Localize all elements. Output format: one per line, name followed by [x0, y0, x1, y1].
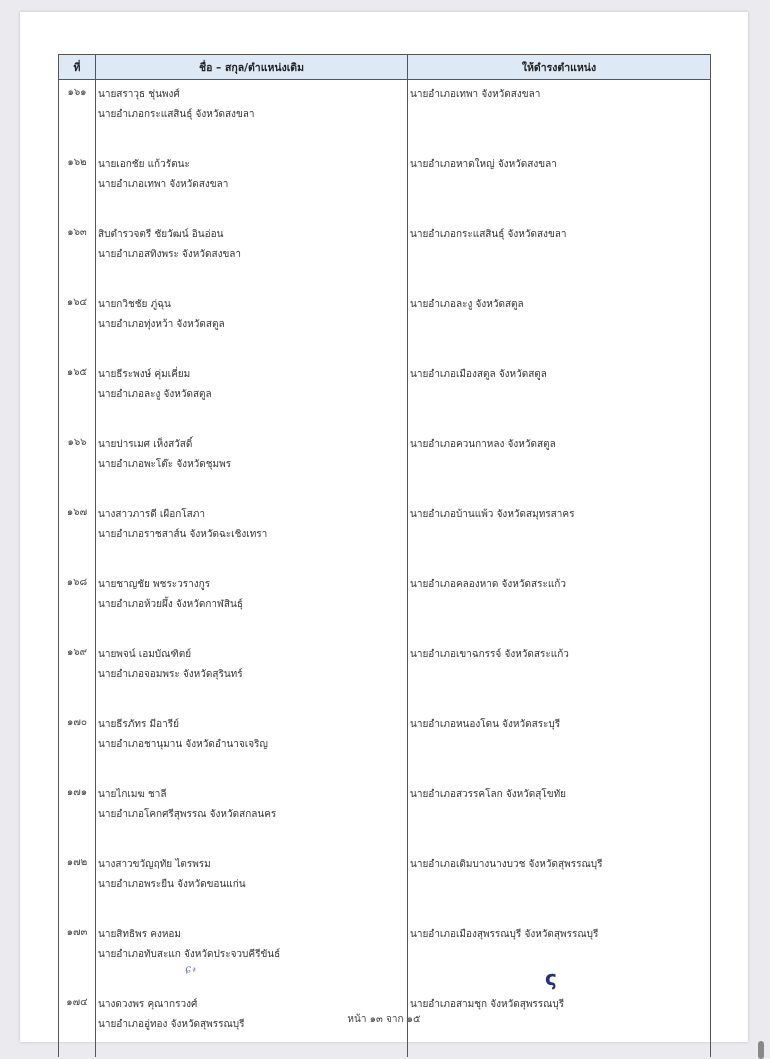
person-name: นางสาวภารดี เผือกโสภา: [98, 509, 205, 520]
person-cell: [96, 850, 408, 920]
new-position-cell: [408, 850, 711, 920]
person-cell: [96, 640, 408, 710]
table-row: [59, 360, 711, 430]
person-cell: [96, 430, 408, 500]
person-name: นายเอกชัย แก้วรัตนะ: [98, 159, 190, 170]
table-row: [59, 290, 711, 360]
table-row: [59, 850, 711, 920]
person-cell: [96, 360, 408, 430]
row-number: ๑๖๘: [59, 570, 96, 640]
new-position: นายอำเภอคลองหาด จังหวัดสระแก้ว: [410, 579, 566, 590]
person-name: นายไกเมฆ ชาลี: [98, 789, 167, 800]
new-position: นายอำเภอหาดใหญ่ จังหวัดสงขลา: [410, 159, 557, 170]
old-position: นายอำเภอห้วยผึ้ง จังหวัดกาฬสินธุ์: [98, 599, 243, 610]
new-position-cell: [408, 640, 711, 710]
row-number: ๑๖๕: [59, 360, 96, 430]
new-position-cell: [408, 150, 711, 220]
old-position: นายอำเภอจอมพระ จังหวัดสุรินทร์: [98, 669, 243, 680]
person-cell: [96, 80, 408, 151]
new-position: นายอำเภอเมืองสุพรรณบุรี จังหวัดสุพรรณบุรี: [410, 929, 599, 940]
old-position: นายอำเภอราชสาส์น จังหวัดฉะเชิงเทรา: [98, 529, 268, 540]
new-position: นายอำเภอกระแสสินธุ์ จังหวัดสงขลา: [410, 229, 567, 240]
table-row: [59, 640, 711, 710]
row-number: ๑๗๔: [59, 990, 96, 1057]
person-cell: [96, 150, 408, 220]
table-row: [59, 710, 711, 780]
new-position: นายอำเภอเมืองสตูล จังหวัดสตูล: [410, 369, 547, 380]
person-name: นางสาวขวัญฤทัย ไตรพรม: [98, 859, 211, 870]
table-header-row: [59, 55, 711, 80]
row-number: ๑๗๐: [59, 710, 96, 780]
new-position-cell: [408, 220, 711, 290]
row-number: ๑๗๑: [59, 780, 96, 850]
new-position: นายอำเภอเทพา จังหวัดสงขลา: [410, 89, 541, 100]
person-cell: [96, 220, 408, 290]
header-number: ที่: [59, 55, 96, 80]
table-row: [59, 430, 711, 500]
old-position: นายอำเภอพะโต๊ะ จังหวัดชุมพร: [98, 459, 232, 470]
new-position: นายอำเภอหนองโดน จังหวัดสระบุรี: [410, 719, 561, 730]
old-position: นายอำเภอทับสะแก จังหวัดประจวบคีรีขันธ์: [98, 949, 281, 960]
page-number: หน้า ๑๓ จาก ๑๕: [347, 1014, 421, 1025]
person-name: นายธีรภัทร มีอารีย์: [98, 719, 179, 730]
person-name: นายสราวุธ ชุ่นพงศ์: [98, 89, 180, 100]
person-cell: [96, 500, 408, 570]
row-number: ๑๖๑: [59, 80, 96, 151]
old-position: นายอำเภอทุ่งหว้า จังหวัดสตูล: [98, 319, 225, 330]
new-position: นายอำเภอสามชุก จังหวัดสุพรรณบุรี: [410, 999, 565, 1010]
header-new-position: ให้ดำรงตำแหน่ง: [408, 55, 711, 80]
table-row: [59, 570, 711, 640]
person-cell: [96, 780, 408, 850]
row-number: ๑๖๙: [59, 640, 96, 710]
row-number: ๑๖๔: [59, 290, 96, 360]
row-number: ๑๖๓: [59, 220, 96, 290]
old-position: นายอำเภอสทิงพระ จังหวัดสงขลา: [98, 249, 242, 260]
person-cell: [96, 710, 408, 780]
person-name: นายสิทธิพร คงหอม: [98, 929, 182, 940]
scrollbar-thumb[interactable]: [758, 1041, 764, 1059]
row-number: ๑๖๒: [59, 150, 96, 220]
new-position: นายอำเภอควนกาหลง จังหวัดสตูล: [410, 439, 556, 450]
person-cell: [96, 920, 408, 990]
new-position-cell: [408, 920, 711, 990]
row-number: ๑๖๗: [59, 500, 96, 570]
appointment-table: [58, 54, 711, 1057]
new-position: นายอำเภอสวรรคโลก จังหวัดสุโขทัย: [410, 789, 567, 800]
header-name-old-position: ชื่อ – สกุล/ตำแหน่งเดิม: [96, 55, 408, 80]
old-position: นายอำเภอพระยืน จังหวัดขอนแก่น: [98, 879, 246, 890]
new-position-cell: [408, 710, 711, 780]
person-name: นางดวงพร คุณากรวงศ์: [98, 999, 198, 1010]
appointment-table-wrap: [58, 54, 710, 1057]
row-number: ๑๖๖: [59, 430, 96, 500]
person-cell: [96, 570, 408, 640]
person-name: นายพจน์ เอมบัณฑิตย์: [98, 649, 192, 660]
person-name: นายชาญชัย พชระวรางกูร: [98, 579, 211, 590]
old-position: นายอำเภอกระแสสินธุ์ จังหวัดสงขลา: [98, 109, 255, 120]
table-row: [59, 780, 711, 850]
row-number: ๑๗๒: [59, 850, 96, 920]
new-position-cell: [408, 290, 711, 360]
table-row: [59, 80, 711, 151]
person-cell: [96, 290, 408, 360]
table-row: [59, 920, 711, 990]
document-page: [20, 12, 748, 1042]
row-number: ๑๗๓: [59, 920, 96, 990]
old-position: นายอำเภออู่ทอง จังหวัดสุพรรณบุรี: [98, 1019, 245, 1030]
old-position: นายอำเภอโคกศรีสุพรรณ จังหวัดสกลนคร: [98, 809, 277, 820]
new-position-cell: [408, 430, 711, 500]
new-position-cell: [408, 360, 711, 430]
new-position-cell: [408, 570, 711, 640]
new-position: นายอำเภอบ้านแพ้ว จังหวัดสมุทรสาคร: [410, 509, 575, 520]
new-position: นายอำเภอเดิมบางนางบวช จังหวัดสุพรรณบุรี: [410, 859, 603, 870]
table-row: [59, 150, 711, 220]
person-name: นายปารเมศ เห็งสวัสดิ์: [98, 439, 193, 450]
new-position-cell: [408, 780, 711, 850]
person-name: สิบตำรวจตรี ชัยวัฒน์ อินอ่อน: [98, 229, 224, 240]
new-position-cell: [408, 80, 711, 151]
old-position: นายอำเภอละงู จังหวัดสตูล: [98, 389, 212, 400]
new-position-cell: [408, 500, 711, 570]
signature-mark-right: ς: [545, 966, 557, 990]
new-position: นายอำเภอเขาฉกรรจ์ จังหวัดสระแก้ว: [410, 649, 569, 660]
signature-initials-left: ɕ𝓇: [184, 961, 197, 976]
old-position: นายอำเภอชานุมาน จังหวัดอำนาจเจริญ: [98, 739, 268, 750]
person-name: นายกวิชชัย ภู่ฉุน: [98, 299, 171, 310]
new-position: นายอำเภอละงู จังหวัดสตูล: [410, 299, 524, 310]
person-name: นายธีระพงษ์ คุ่มเคี่ยม: [98, 369, 191, 380]
table-row: [59, 220, 711, 290]
old-position: นายอำเภอเทพา จังหวัดสงขลา: [98, 179, 229, 190]
table-row: [59, 500, 711, 570]
